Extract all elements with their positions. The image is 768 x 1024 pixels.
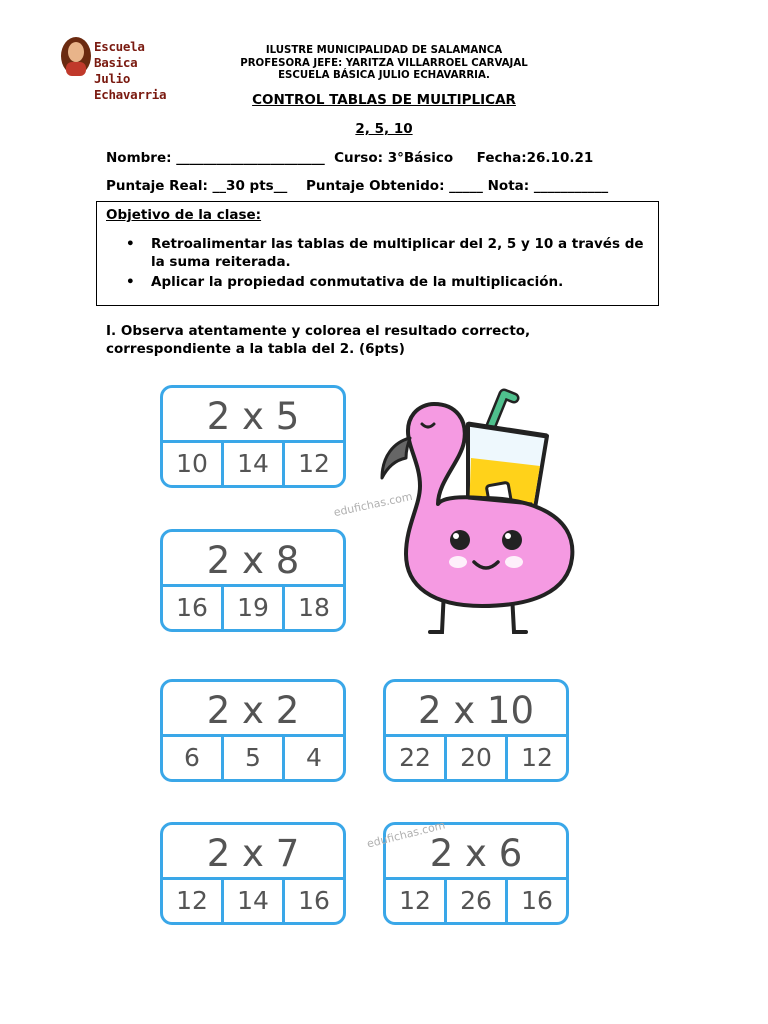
answer-option[interactable]: 14 bbox=[221, 443, 282, 485]
objective-title: Objetivo de la clase: bbox=[106, 207, 262, 223]
card-expression: 2 x 2 bbox=[206, 689, 300, 732]
multiplication-card bbox=[383, 679, 569, 782]
card-expression: 2 x 5 bbox=[206, 395, 300, 438]
answer-option[interactable]: 12 bbox=[282, 443, 343, 485]
answer-option[interactable]: 16 bbox=[282, 880, 343, 922]
page-title: CONTROL TABLAS DE MULTIPLICAR bbox=[252, 92, 516, 108]
answer-option[interactable]: 26 bbox=[444, 880, 505, 922]
header-line-3: ESCUELA BÁSICA JULIO ECHAVARRIA. bbox=[278, 70, 490, 81]
card-expression: 2 x 10 bbox=[417, 689, 535, 732]
student-info-row: Nombre: ______________________ Curso: 3°Básico Fecha:26.10.21 bbox=[106, 150, 594, 166]
watermark-text: edufichas.com bbox=[332, 489, 414, 520]
objective-list bbox=[126, 235, 646, 293]
multiplication-card bbox=[160, 385, 346, 488]
answer-option[interactable]: 6 bbox=[184, 743, 200, 772]
answer-option[interactable]: 12 bbox=[399, 886, 431, 915]
card-options bbox=[163, 734, 343, 779]
answer-option[interactable]: 12 bbox=[176, 886, 208, 915]
answer-option[interactable]: 10 bbox=[176, 449, 208, 478]
answer-option[interactable]: 19 bbox=[221, 587, 282, 629]
header-line-2: PROFESORA JEFE: YARITZA VILLARROEL CARVAJAL bbox=[240, 57, 528, 69]
page-subtitle: 2, 5, 10 bbox=[355, 121, 413, 137]
answer-option[interactable]: 16 bbox=[176, 593, 208, 622]
answer-option[interactable]: 5 bbox=[221, 737, 282, 779]
card-options bbox=[386, 734, 566, 779]
card-expression: 2 x 7 bbox=[206, 832, 300, 875]
flamingo-juice-illustration bbox=[372, 386, 582, 638]
header-line-1: ILUSTRE MUNICIPALIDAD DE SALAMANCA bbox=[265, 45, 503, 56]
objective-item: • Aplicar la propiedad conmutativa de la multiplicación. bbox=[126, 273, 646, 291]
multiplication-card bbox=[160, 822, 346, 925]
answer-option[interactable]: 12 bbox=[505, 737, 566, 779]
card-options bbox=[386, 877, 566, 922]
logo-text: Escuela Basica Julio Echavarria bbox=[94, 39, 167, 102]
card-expression: 2 x 8 bbox=[206, 539, 300, 582]
answer-option[interactable]: 16 bbox=[505, 880, 566, 922]
multiplication-card bbox=[160, 529, 346, 632]
card-options bbox=[163, 584, 343, 629]
card-options bbox=[163, 440, 343, 485]
answer-option[interactable]: 22 bbox=[399, 743, 431, 772]
instruction-text: I. Observa atentamente y colorea el resultado correcto, correspondiente a la tabla del 2. (6pts) bbox=[106, 323, 531, 357]
answer-option[interactable]: 18 bbox=[282, 587, 343, 629]
answer-option[interactable]: 4 bbox=[282, 737, 343, 779]
multiplication-card bbox=[160, 679, 346, 782]
answer-option[interactable]: 14 bbox=[221, 880, 282, 922]
card-options bbox=[163, 877, 343, 922]
document-header bbox=[0, 45, 768, 83]
card-expression: 2 x 6 bbox=[429, 832, 523, 875]
objective-box bbox=[96, 201, 659, 306]
objective-item: • Retroalimentar las tablas de multiplicar del 2, 5 y 10 a través de la suma reiterada. bbox=[126, 235, 646, 271]
watermark-text: edufichas.com bbox=[365, 818, 447, 851]
score-info-row: Puntaje Real: __30 pts__ Puntaje Obtenido: _____ Nota: ___________ bbox=[106, 178, 609, 194]
answer-option[interactable]: 20 bbox=[444, 737, 505, 779]
